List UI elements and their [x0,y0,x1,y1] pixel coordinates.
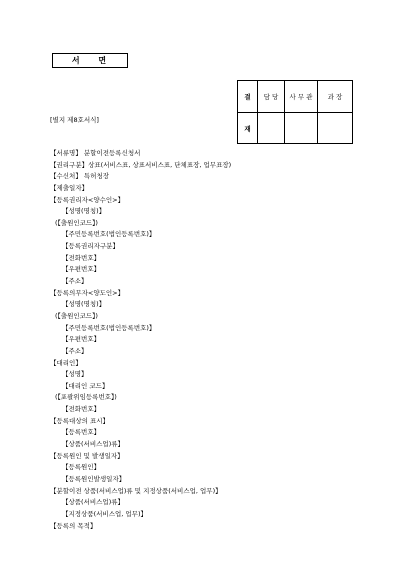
form-field-subitem: 【전화번호】 [62,253,101,262]
approval-box [237,80,353,144]
form-field-heading: 【대리인】 [50,358,82,367]
form-field-heading: 【제출일자】 [50,183,89,192]
form-field-subitem: 【등록번호】 [62,428,101,437]
form-field-subitem: 【등록권리자구분】 [62,242,119,251]
form-field-subitem: 【등록원인발생일자】 [62,474,126,483]
approval-side-label-top: 결 [238,81,258,113]
form-field-subitem: 【대리인 코드】 [62,381,109,390]
form-field-subitem: (【출원인코드】) [55,218,98,227]
form-field-heading: 【등록대상의 표시】 [50,416,110,425]
form-field-subitem: 【전화번호】 [62,405,101,414]
form-field-subitem: 【성명(명칭)】 [62,207,106,216]
form-field-subitem: 【상품(서비스업)류】 [62,440,125,449]
approval-side-label-bottom: 재 [238,113,258,144]
document-title: 서 면 [52,53,128,68]
form-field-subitem: 【성명】 [62,370,88,379]
form-field-heading: 【서류명】 분할이전등록신청서 [50,149,141,157]
form-field-subitem: 【주소】 [62,346,88,355]
form-number: [별지 제8호서식] [50,116,99,124]
approval-header-officer: 사 무 관 [285,81,318,113]
approval-sign-chief [318,113,353,144]
form-field-heading: 【등록의 목적】 [50,521,97,530]
form-field-heading: 【수신처】 특허청장 [50,172,110,181]
approval-header-chief: 과 장 [318,81,353,113]
approval-sign-officer [285,113,318,144]
form-field-subitem: 【지정상품(서비스업, 업무)】 [62,509,147,518]
form-field-subitem: 【우편번호】 [62,265,101,274]
form-field-subitem: 【주민등록번호(법인등록번호)】 [62,323,156,332]
form-field-heading: 【등록의무자<양도인>】 [50,288,125,297]
form-fields [50,148,231,532]
form-field-subitem: 【성명(명칭)】 [62,300,106,309]
form-field-subitem: (【출원인코드】) [55,311,98,320]
form-field-heading: 【분할이전 상품(서비스업)류 및 지정상품(서비스업, 업무)】 [50,486,222,495]
form-field-subitem: 【주소】 [62,277,88,286]
form-field-subitem: 【등록원인】 [62,463,101,472]
form-field-heading: 【등록원인 및 발생일자】 [50,451,124,460]
form-field-heading: 【권리구분】상표(서비스표, 상표서비스표, 단체표장, 업무표장) [50,160,232,169]
form-field-subitem: 【우편번호】 [62,335,101,344]
form-field-subitem: (【포괄위임등록번호】) [55,393,117,402]
form-field-subitem: 【상품(서비스업)류】 [62,498,125,507]
approval-header-staff: 담 당 [258,81,285,113]
form-field-subitem: 【주민등록번호(법인등록번호)】 [62,230,156,239]
approval-sign-staff [258,113,285,144]
form-field-heading: 【등록권리자<양수인>】 [50,195,125,204]
